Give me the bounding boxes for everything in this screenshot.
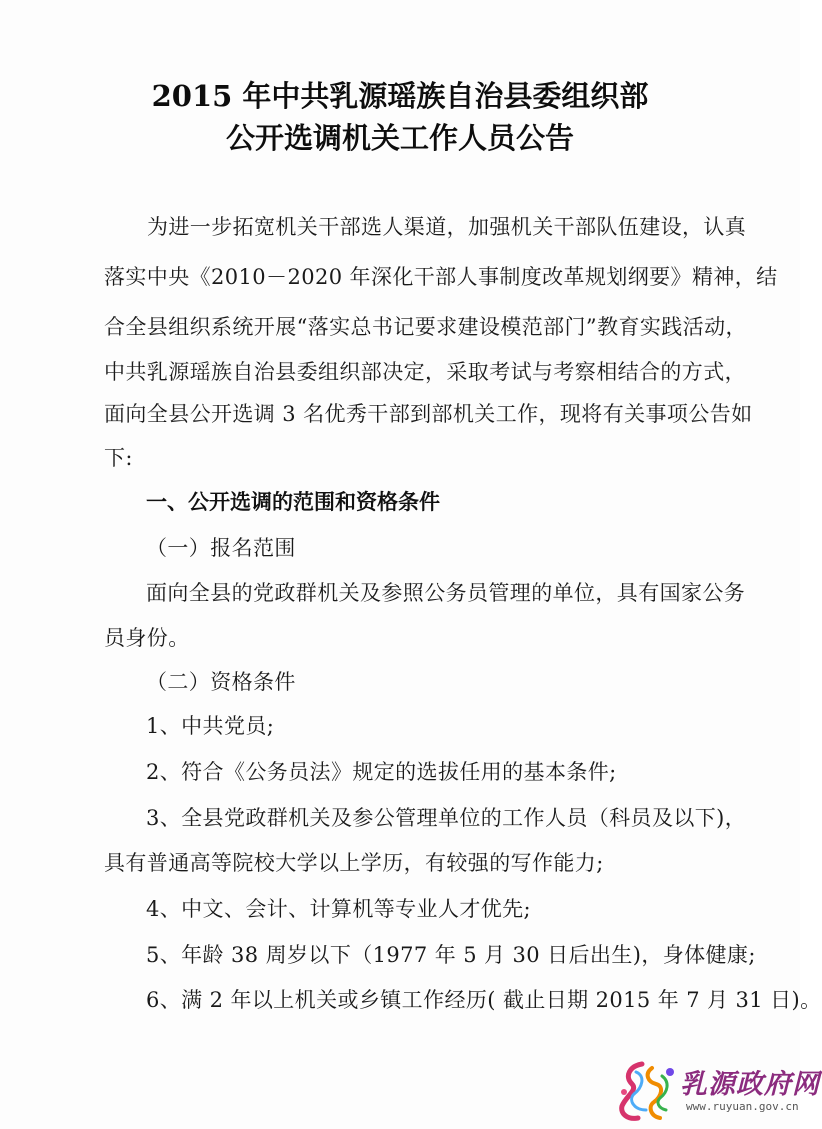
watermark-url: www.ruyuan.gov.cn [686,1100,799,1113]
condition-item: 3、全县党政群机关及参公管理单位的工作人员（科员及以下)， [146,806,747,830]
section-heading: 一、公开选调的范围和资格条件 [146,489,440,514]
condition-item: 6、满 2 年以上机关或乡镇工作经历( 截止日期 2015 年 7 月 31 日)。 [146,988,822,1012]
intro-line: 中共乳源瑶族自治县委组织部决定，采取考试与考察相结合的方式， [104,360,746,384]
intro-line: 面向全县公开选调 3 名优秀干部到部机关工作，现将有关事项公告如 [104,402,753,426]
intro-line: 合全县组织系统开展“落实总书记要求建设模范部门”教育实践活动， [104,315,747,339]
condition-item: 具有普通高等院校大学以上学历，有较强的写作能力; [104,851,604,875]
intro-line: 为进一步拓宽机关干部选人渠道，加强机关干部队伍建设，认真 [147,215,747,239]
paragraph-line: 员身份。 [104,626,190,650]
condition-item: 4、中文、会计、计算机等专业人才优先; [146,897,532,921]
subsection-heading: （一）报名范围 [146,536,296,560]
site-watermark [612,1058,820,1124]
condition-item: 2、符合《公务员法》规定的选拔任用的基本条件; [146,760,617,784]
paragraph-line: 面向全县的党政群机关及参照公务员管理的单位，具有国家公务 [146,581,746,605]
intro-line: 落实中央《2010－2020 年深化干部人事制度改革规划纲要》精神，结 [104,265,778,289]
subsection-heading: （二）资格条件 [146,670,296,694]
watermark-title: 乳源政府网 [680,1069,820,1100]
intro-line: 下: [104,446,133,470]
condition-item: 5、年龄 38 周岁以下（1977 年 5 月 30 日后出生)，身体健康; [146,943,756,967]
document-title-line-2: 公开选调机关工作人员公告 [225,121,574,155]
condition-item: 1、中共党员; [146,714,275,738]
document-title-line-1: 2015 年中共乳源瑶族自治县委组织部 [151,79,649,113]
ruyuan-logo-icon [612,1058,682,1124]
